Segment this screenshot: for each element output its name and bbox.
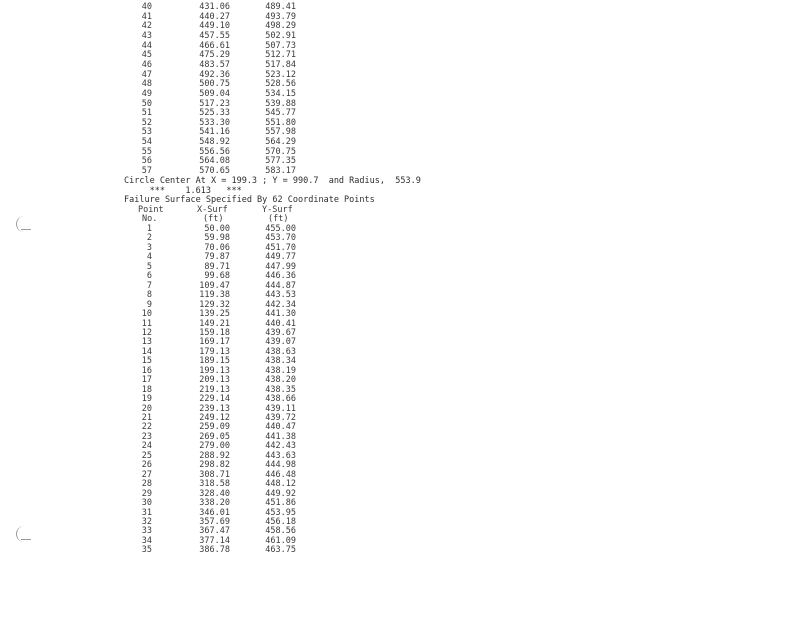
point-number: 57 [141, 166, 152, 177]
x-surf-value: 308.71 [199, 469, 230, 480]
y-surf-value: 456.18 [265, 516, 296, 527]
x-surf-value: 269.05 [199, 431, 230, 442]
x-surf-value: 431.06 [199, 2, 230, 12]
point-number: 11 [141, 318, 152, 329]
y-surf-value: 489.41 [265, 2, 296, 12]
y-surf-value: 443.53 [265, 290, 296, 301]
point-number: 50 [141, 98, 152, 109]
point-number: 23 [141, 431, 152, 442]
y-surf-value: 461.09 [265, 535, 296, 546]
y-surf-value: 453.70 [265, 233, 296, 244]
x-surf-value: 59.98 [204, 233, 230, 244]
x-surf-value: 99.68 [204, 271, 230, 282]
y-surf-value: 512.71 [265, 50, 296, 61]
x-surf-value: 109.47 [199, 280, 230, 291]
x-surf-value: 517.23 [199, 98, 230, 109]
y-surf-value: 441.30 [265, 309, 296, 320]
point-number: 46 [141, 59, 152, 70]
x-surf-value: 318.58 [199, 479, 230, 490]
y-surf-value: 438.19 [265, 365, 296, 376]
x-surf-value: 570.65 [199, 166, 230, 177]
point-number: 35 [141, 545, 152, 556]
x-surf-value: 259.09 [199, 422, 230, 433]
y-surf-value: 507.73 [265, 40, 296, 51]
y-surf-value: 451.86 [265, 498, 296, 509]
point-number: 14 [141, 346, 152, 357]
point-number: 41 [141, 11, 152, 22]
point-number: 51 [141, 108, 152, 119]
y-surf-value: 439.11 [265, 403, 296, 414]
y-surf-value: 570.75 [265, 146, 296, 157]
point-number: 31 [141, 507, 152, 518]
x-surf-value: 199.13 [199, 365, 230, 376]
x-surf-value: 70.06 [204, 242, 230, 253]
y-surf-value: 451.70 [265, 242, 296, 253]
y-surf-value: 557.98 [265, 127, 296, 138]
x-surf-value: 129.32 [199, 299, 230, 310]
point-number: 56 [141, 156, 152, 167]
factor-of-safety-line: *** 1.613 *** [124, 186, 242, 196]
point-number: 40 [141, 2, 152, 12]
point-number: 32 [141, 516, 152, 527]
y-surf-value: 438.66 [265, 394, 296, 405]
y-surf-value: 523.12 [265, 69, 296, 80]
x-surf-value: 249.12 [199, 413, 230, 423]
point-number: 13 [141, 337, 152, 348]
header-point: Point [138, 205, 164, 215]
y-surf-value: 447.99 [265, 261, 296, 272]
y-surf-value: 458.56 [265, 526, 296, 537]
binder-hole-mark-upper [16, 216, 31, 232]
point-number: 25 [141, 450, 152, 461]
point-number: 16 [141, 365, 152, 376]
y-surf-value: 444.87 [265, 280, 296, 291]
y-surf-value: 449.77 [265, 252, 296, 263]
y-surf-value: 443.63 [265, 450, 296, 461]
point-number: 10 [141, 309, 152, 320]
x-surf-value: 509.04 [199, 88, 230, 99]
binder-hole-mark-lower [16, 526, 31, 542]
point-number: 1 [146, 224, 152, 234]
circle-center-line: Circle Center At X = 199.3 ; Y = 990.7 and Radius, 553.9 [124, 176, 421, 186]
point-number: 7 [146, 280, 152, 291]
y-surf-value: 446.48 [265, 469, 296, 480]
point-number: 48 [141, 79, 152, 90]
header-no: No. [142, 214, 158, 224]
point-number: 54 [141, 137, 152, 148]
x-surf-value: 338.20 [199, 498, 230, 509]
y-surf-value: 438.20 [265, 375, 296, 386]
point-number: 44 [141, 40, 152, 51]
x-surf-value: 386.78 [199, 545, 230, 556]
x-surf-value: 288.92 [199, 450, 230, 461]
y-surf-value: 444.98 [265, 460, 296, 471]
x-surf-value: 541.16 [199, 127, 230, 138]
x-surf-value: 440.27 [199, 11, 230, 22]
x-surf-value: 159.18 [199, 327, 230, 338]
x-surf-value: 377.14 [199, 535, 230, 546]
y-surf-value: 448.12 [265, 479, 296, 490]
point-number: 55 [141, 146, 152, 157]
x-surf-value: 279.00 [199, 441, 230, 452]
point-number: 19 [141, 394, 152, 405]
y-surf-value: 453.95 [265, 507, 296, 518]
y-surf-value: 577.35 [265, 156, 296, 167]
y-surf-value: 583.17 [265, 166, 296, 177]
y-surf-value: 493.79 [265, 11, 296, 22]
x-surf-value: 346.01 [199, 507, 230, 518]
point-number: 30 [141, 498, 152, 509]
y-surf-value: 517.84 [265, 59, 296, 70]
x-surf-value: 169.17 [199, 337, 230, 348]
point-number: 52 [141, 117, 152, 128]
x-surf-value: 209.13 [199, 375, 230, 386]
y-surf-value: 539.88 [265, 98, 296, 109]
y-surf-value: 534.15 [265, 88, 296, 99]
x-surf-value: 139.25 [199, 309, 230, 320]
point-number: 15 [141, 356, 152, 367]
y-surf-value: 564.29 [265, 137, 296, 148]
point-number: 20 [141, 403, 152, 414]
x-surf-value: 119.38 [199, 290, 230, 301]
x-surf-value: 548.92 [199, 137, 230, 148]
x-surf-value: 466.61 [199, 40, 230, 51]
point-number: 29 [141, 488, 152, 499]
point-number: 2 [146, 233, 152, 244]
x-surf-value: 475.29 [199, 50, 230, 61]
point-number: 6 [146, 271, 152, 282]
y-surf-value: 502.91 [265, 30, 296, 41]
point-number: 43 [141, 30, 152, 41]
x-surf-value: 500.75 [199, 79, 230, 90]
point-number: 17 [141, 375, 152, 386]
x-surf-value: 149.21 [199, 318, 230, 329]
header-x-unit: (ft) [203, 214, 224, 224]
x-surf-value: 525.33 [199, 108, 230, 119]
point-number: 28 [141, 479, 152, 490]
x-surf-value: 367.47 [199, 526, 230, 537]
x-surf-value: 533.30 [199, 117, 230, 128]
x-surf-value: 298.82 [199, 460, 230, 471]
y-surf-value: 440.47 [265, 422, 296, 433]
point-number: 5 [146, 261, 152, 272]
x-surf-value: 239.13 [199, 403, 230, 414]
point-number: 42 [141, 21, 152, 32]
x-surf-value: 328.40 [199, 488, 230, 499]
x-surf-value: 556.56 [199, 146, 230, 157]
x-surf-value: 179.13 [199, 346, 230, 357]
y-surf-value: 498.29 [265, 21, 296, 32]
x-surf-value: 492.36 [199, 69, 230, 80]
x-surf-value: 219.13 [199, 384, 230, 395]
y-surf-value: 455.00 [265, 224, 296, 234]
x-surf-value: 483.57 [199, 59, 230, 70]
y-surf-value: 463.75 [265, 545, 296, 556]
x-surf-value: 449.10 [199, 21, 230, 32]
y-surf-value: 438.35 [265, 384, 296, 395]
y-surf-value: 442.43 [265, 441, 296, 452]
point-number: 9 [146, 299, 152, 310]
point-number: 22 [141, 422, 152, 433]
y-surf-value: 439.72 [265, 413, 296, 423]
point-number: 3 [146, 242, 152, 253]
point-number: 26 [141, 460, 152, 471]
x-surf-value: 50.00 [204, 224, 230, 234]
point-number: 4 [146, 252, 152, 263]
point-number: 34 [141, 535, 152, 546]
failure-surface-line: Failure Surface Specified By 62 Coordinate Points [124, 195, 375, 205]
point-number: 47 [141, 69, 152, 80]
y-surf-value: 439.67 [265, 327, 296, 338]
y-surf-value: 441.38 [265, 431, 296, 442]
x-surf-value: 89.71 [204, 261, 230, 272]
x-surf-value: 229.14 [199, 394, 230, 405]
y-surf-value: 446.36 [265, 271, 296, 282]
point-number: 8 [146, 290, 152, 301]
header-y-unit: (ft) [268, 214, 289, 224]
x-surf-value: 79.87 [204, 252, 230, 263]
y-surf-value: 551.80 [265, 117, 296, 128]
y-surf-value: 545.77 [265, 108, 296, 119]
point-number: 12 [141, 327, 152, 338]
y-surf-value: 440.41 [265, 318, 296, 329]
x-surf-value: 564.08 [199, 156, 230, 167]
header-x-surf: X-Surf [197, 205, 228, 215]
y-surf-value: 442.34 [265, 299, 296, 310]
y-surf-value: 438.63 [265, 346, 296, 357]
header-y-surf: Y-Surf [262, 205, 293, 215]
y-surf-value: 439.07 [265, 337, 296, 348]
point-number: 45 [141, 50, 152, 61]
y-surf-value: 528.56 [265, 79, 296, 90]
point-number: 53 [141, 127, 152, 138]
point-number: 33 [141, 526, 152, 537]
y-surf-value: 449.92 [265, 488, 296, 499]
point-number: 21 [141, 413, 152, 423]
x-surf-value: 457.55 [199, 30, 230, 41]
point-number: 49 [141, 88, 152, 99]
point-number: 18 [141, 384, 152, 395]
point-number: 24 [141, 441, 152, 452]
point-number: 27 [141, 469, 152, 480]
x-surf-value: 189.15 [199, 356, 230, 367]
y-surf-value: 438.34 [265, 356, 296, 367]
x-surf-value: 357.69 [199, 516, 230, 527]
